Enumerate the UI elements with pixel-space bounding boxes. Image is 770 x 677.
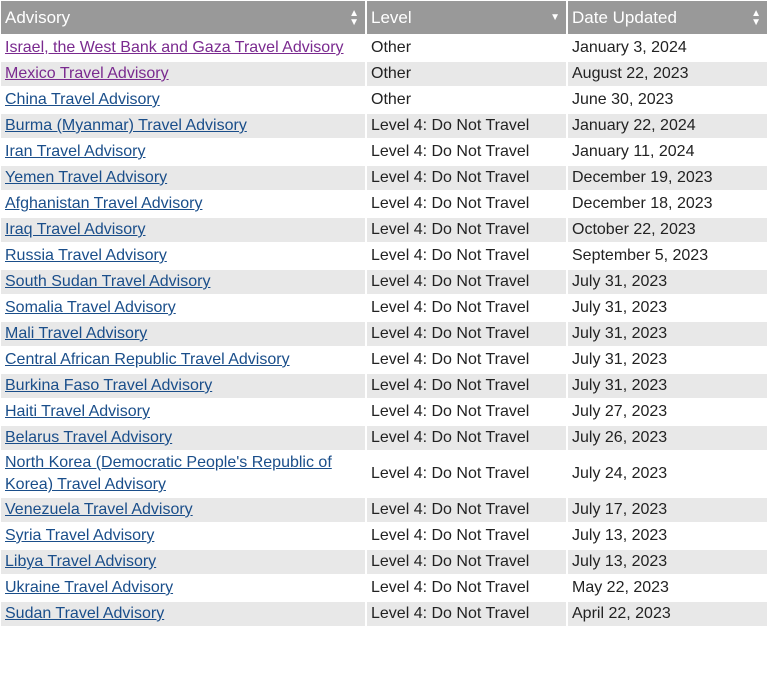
level-cell: Level 4: Do Not Travel [371,465,530,482]
date-updated-cell: June 30, 2023 [572,91,674,108]
column-header-date-updated[interactable] [568,1,767,34]
level-cell: Level 4: Do Not Travel [371,403,530,420]
date-updated-cell: December 19, 2023 [568,166,767,190]
advisory-cell [1,426,365,450]
header-row [1,1,767,34]
advisory-link[interactable]: Belarus Travel Advisory [5,429,173,446]
level-cell: Level 4: Do Not Travel [367,166,566,190]
date-updated-cell: July 31, 2023 [568,322,767,346]
table-row [1,62,767,86]
advisory-cell [1,62,365,86]
advisory-cell [1,36,365,60]
level-cell: Other [367,62,566,86]
level-cell: Level 4: Do Not Travel [367,602,566,626]
level-cell: Other [371,91,412,108]
advisory-link[interactable]: Israel, the West Bank and Gaza Travel Advisory [5,39,344,56]
advisory-link[interactable]: Mexico Travel Advisory [5,65,169,82]
level-cell: Level 4: Do Not Travel [371,527,530,544]
advisory-link[interactable]: Afghanistan Travel Advisory [5,195,203,212]
level-cell: Level 4: Do Not Travel [367,550,566,574]
date-updated-cell: July 13, 2023 [572,527,668,544]
advisory-link[interactable]: Burkina Faso Travel Advisory [5,377,213,394]
date-updated-cell: July 17, 2023 [568,498,767,522]
table-row [1,244,767,268]
table-row [1,550,767,574]
advisory-cell [1,550,365,574]
advisory-link[interactable]: South Sudan Travel Advisory [5,273,211,290]
level-cell: Level 4: Do Not Travel [367,498,566,522]
table-row [1,192,767,216]
date-updated-cell: July 24, 2023 [572,465,668,482]
advisory-link[interactable]: Libya Travel Advisory [5,553,157,570]
date-updated-cell: December 18, 2023 [572,195,713,212]
date-updated-cell: January 3, 2024 [572,39,687,56]
advisory-link[interactable]: Syria Travel Advisory [5,527,155,544]
advisory-cell [1,374,365,398]
level-cell: Level 4: Do Not Travel [367,114,566,138]
advisory-cell [1,576,365,600]
advisory-link[interactable]: China Travel Advisory [5,91,160,108]
advisory-link[interactable]: North Korea (Democratic People's Republic of Korea) Travel Advisory [5,454,332,493]
advisory-cell [1,296,365,320]
date-updated-cell: July 31, 2023 [568,270,767,294]
level-cell: Level 4: Do Not Travel [371,579,530,596]
advisory-cell [1,322,365,346]
level-cell: Level 4: Do Not Travel [371,299,530,316]
column-header-label: Advisory [5,7,71,27]
advisory-link[interactable]: Venezuela Travel Advisory [5,501,193,518]
advisory-cell [1,166,365,190]
table-row [1,602,767,626]
date-updated-cell: August 22, 2023 [568,62,767,86]
advisory-cell [1,140,365,164]
table-row [1,322,767,346]
advisory-cell [1,192,365,216]
advisory-cell [1,498,365,522]
advisory-link[interactable]: Somalia Travel Advisory [5,299,176,316]
advisory-cell [1,244,365,268]
advisory-link[interactable]: Burma (Myanmar) Travel Advisory [5,117,247,134]
level-cell: Level 4: Do Not Travel [371,195,530,212]
table-row [1,524,767,548]
date-updated-cell: July 26, 2023 [568,426,767,450]
advisory-link[interactable]: Yemen Travel Advisory [5,169,168,186]
column-header-level[interactable] [367,1,566,34]
sort-both-icon[interactable]: ▲ ▼ [751,7,761,28]
advisory-cell [1,400,365,424]
date-updated-cell: July 31, 2023 [572,299,668,316]
advisory-cell [1,88,365,112]
table-row [1,36,767,60]
date-updated-cell: April 22, 2023 [568,602,767,626]
advisory-link[interactable]: Russia Travel Advisory [5,247,167,264]
level-cell: Level 4: Do Not Travel [367,270,566,294]
date-updated-cell: July 31, 2023 [572,351,668,368]
advisory-link[interactable]: Haiti Travel Advisory [5,403,150,420]
column-header-label: Level [371,7,412,27]
level-cell: Level 4: Do Not Travel [367,322,566,346]
level-cell: Level 4: Do Not Travel [367,218,566,242]
advisory-cell [1,218,365,242]
level-cell: Level 4: Do Not Travel [371,247,530,264]
table-row [1,576,767,600]
table-row [1,140,767,164]
table-row [1,88,767,112]
advisory-cell [1,524,365,548]
sort-down-icon[interactable]: ▼ [550,12,560,23]
level-cell: Other [371,39,412,56]
table-row [1,348,767,372]
column-header-advisory[interactable] [1,1,365,34]
advisory-cell [1,452,365,496]
advisory-link[interactable]: Sudan Travel Advisory [5,605,165,622]
advisory-link[interactable]: Iran Travel Advisory [5,143,146,160]
table-row [1,296,767,320]
level-cell: Level 4: Do Not Travel [367,426,566,450]
table-row [1,426,767,450]
advisory-cell [1,348,365,372]
date-updated-cell: January 11, 2024 [572,143,695,160]
advisory-cell [1,270,365,294]
sort-both-icon[interactable]: ▲ ▼ [349,7,359,28]
level-cell: Level 4: Do Not Travel [371,143,530,160]
date-updated-cell: July 31, 2023 [568,374,767,398]
column-header-label: Date Updated [572,7,677,27]
table-row [1,270,767,294]
level-cell: Level 4: Do Not Travel [371,351,530,368]
advisory-cell [1,602,365,626]
table-row [1,498,767,522]
date-updated-cell: January 22, 2024 [568,114,767,138]
table-row [1,452,767,496]
advisory-link[interactable]: Central African Republic Travel Advisory [5,351,290,368]
advisory-link[interactable]: Mali Travel Advisory [5,325,148,342]
table-row [1,218,767,242]
table-row [1,374,767,398]
advisory-link[interactable]: Iraq Travel Advisory [5,221,146,238]
table-row [1,400,767,424]
advisory-link[interactable]: Ukraine Travel Advisory [5,579,174,596]
date-updated-cell: July 27, 2023 [572,403,668,420]
date-updated-cell: July 13, 2023 [568,550,767,574]
table-row [1,114,767,138]
date-updated-cell: May 22, 2023 [572,579,669,596]
level-cell: Level 4: Do Not Travel [367,374,566,398]
table-row [1,166,767,190]
date-updated-cell: October 22, 2023 [568,218,767,242]
advisory-cell [1,114,365,138]
date-updated-cell: September 5, 2023 [572,247,709,264]
